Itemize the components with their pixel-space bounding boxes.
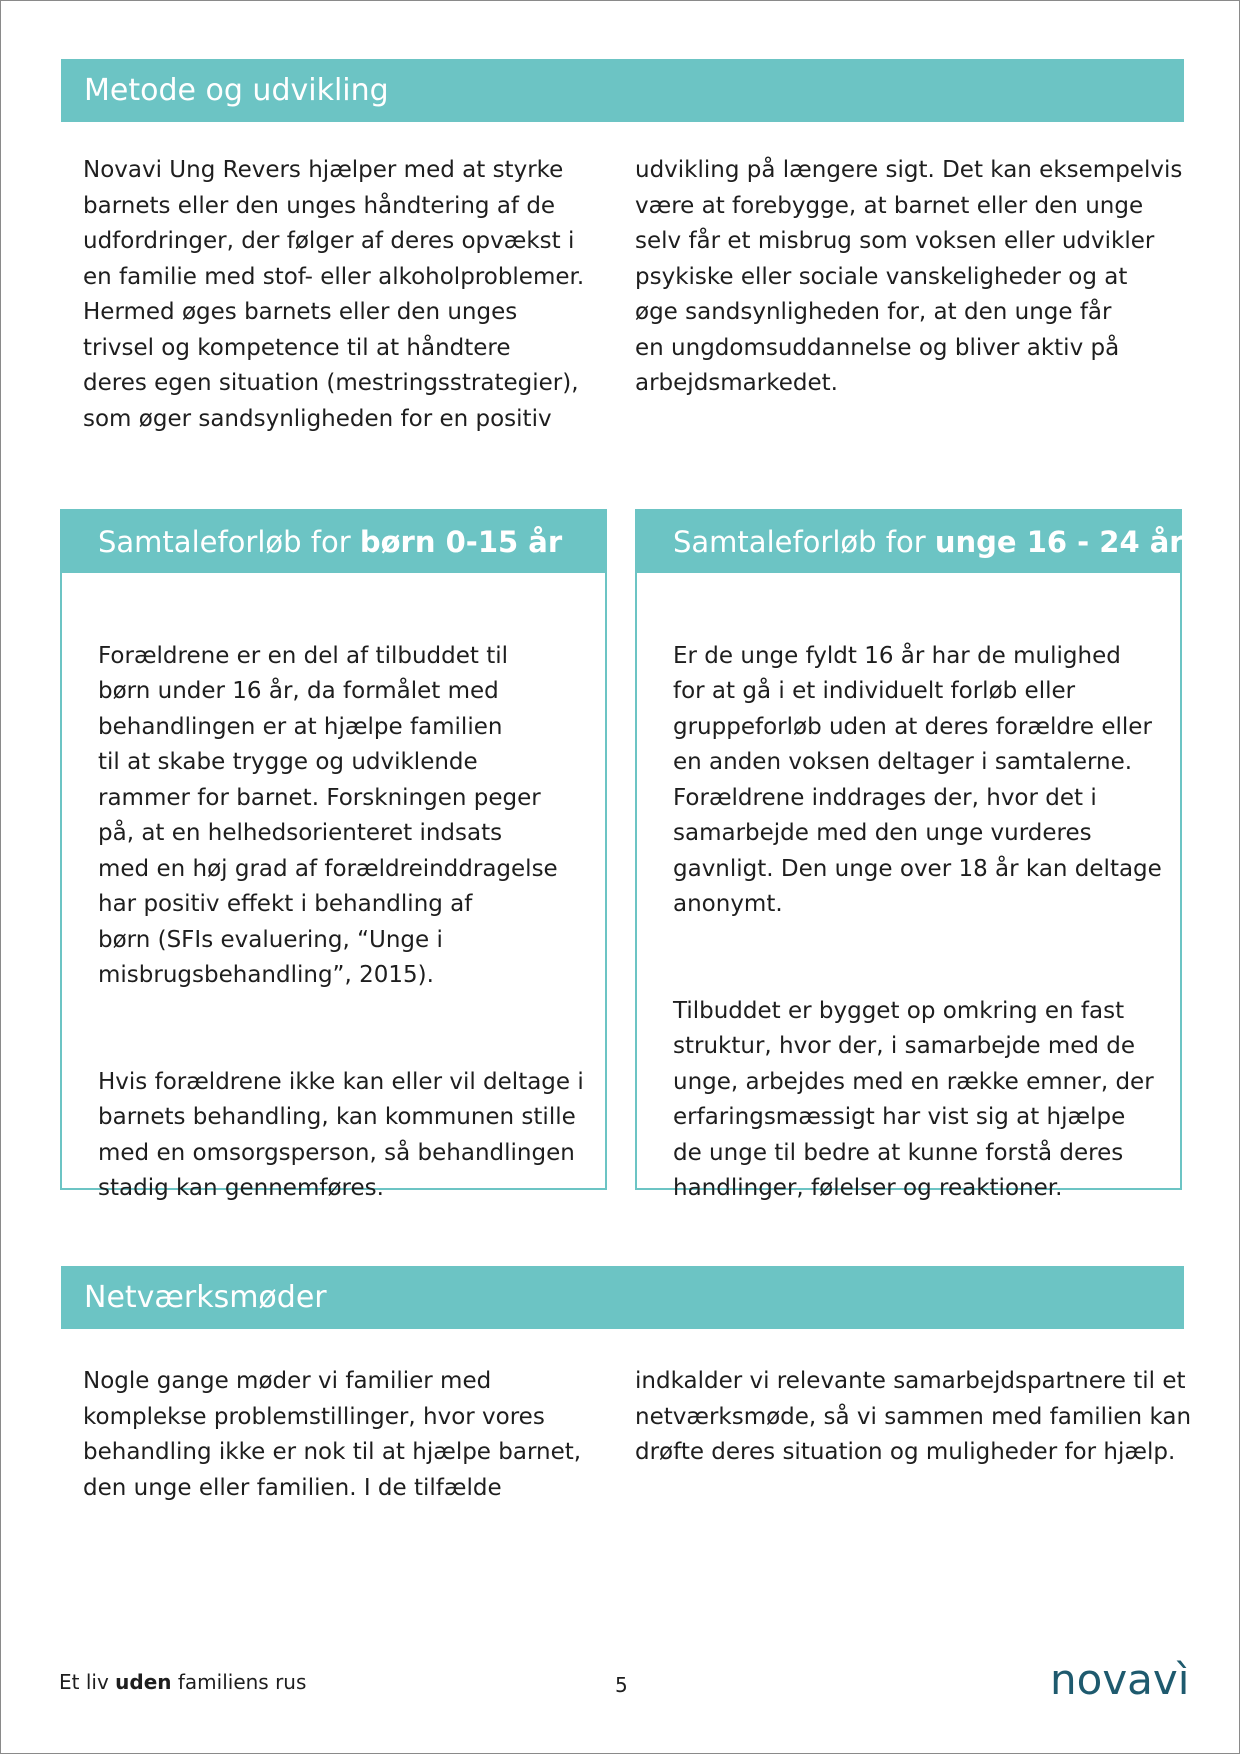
youth-program-body [673,603,1163,1278]
network-section-title: Netværksmøder [84,1280,327,1315]
youth-program-paragraph-1: Er de unge fyldt 16 år har de mulighed for at gå i et individuelt forløb eller gruppeforløb uden at deres forældre eller en anden voksen deltager i samtalerne. Forældrene inddrages der, hvor det i samarbejde med den unge vurderes gavnligt. Den unge over 18 år kan deltage anonymt. [673,642,1162,917]
children-program-title-prefix: Samtaleforløb for [98,525,360,559]
novavi-logo [1050,1655,1189,1704]
method-text-right: udvikling på længere sigt. Det kan eksempelvis være at forebygge, at barnet eller den unge selv får et misbrug som voksen eller udvikler psykiske eller sociale vanskeligheder og at øge sandsynligheden for, at den unge får en ungdomsuddannelse og bliver aktiv på arbejdsmarkedet. [635,157,1183,396]
page-number: 5 [615,1673,628,1697]
youth-program-paragraph-2: Tilbuddet er bygget op omkring en fast struktur, hvor der, i samarbejde med de unge, arbejdes med en række emner, der erfaringsmæssigt har vist sig at hjælpe de unge til bedre at kunne forstå deres handlinger, følelser og reaktioner. [673,997,1154,1201]
logo-text-accent: vì [1152,1655,1190,1704]
children-program-title-bold: børn 0-15 år [359,525,563,559]
youth-program-box [635,509,1184,1201]
children-program-paragraph-1: Forældrene er en del af tilbuddet til børn under 16 år, da formålet med behandlingen er at hjælpe familien til at skabe trygge og udviklende rammer for barnet. Forskningen peger på, at en helhedsorienteret indsats med en høj grad af forældreinddragelse har positiv effekt i behandling af børn (SFIs evaluering, “Unge i misbrugsbehandling”, 2015). [98,642,558,988]
children-program-body [98,603,588,1278]
youth-program-title-prefix: Samtaleforløb for [673,525,935,559]
children-program-header [62,511,605,573]
children-program-box [60,509,607,1201]
youth-program-title-bold: unge 16 - 24 år [934,525,1184,559]
footer-tagline [59,1670,306,1694]
network-section-banner [61,1266,1184,1329]
method-section-banner [61,59,1184,122]
method-section-title: Metode og udvikling [84,73,389,108]
footer-tagline-bold: uden [115,1670,172,1694]
footer-tagline-suffix: familiens rus [171,1670,307,1694]
network-text-right: indkalder vi relevante samarbejdspartnere til et netværksmøde, så vi sammen med familien kan drøfte deres situation og muligheder for hjælp. [635,1368,1192,1465]
network-text-left: Nogle gange møder vi familier med komplekse problemstillinger, hvor vores behandling ikke er nok til at hjælpe barnet, den unge eller familien. I de tilfælde [83,1368,582,1501]
youth-program-header [637,511,1184,573]
logo-text-main: nova [1050,1655,1153,1704]
children-program-paragraph-2: Hvis forældrene ikke kan eller vil deltage i barnets behandling, kan kommunen stille med en omsorgsperson, så behandlingen stadig kan gennemføres. [98,1068,584,1201]
footer-tagline-prefix: Et liv [59,1670,116,1694]
method-text-left: Novavi Ung Revers hjælper med at styrke barnets eller den unges håndtering af de udfordringer, der følger af deres opvækst i en familie med stof- eller alkoholproblemer. Hermed øges barnets eller den unges trivsel og kompetence til at håndtere deres egen situation (mestringsstrategier), som øger sandsynligheden for en positiv [83,157,585,432]
